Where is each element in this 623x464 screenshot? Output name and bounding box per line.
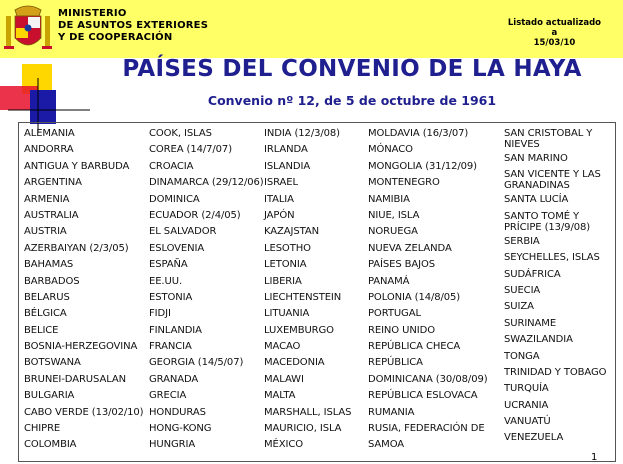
country-item: LIECHTENSTEIN — [264, 291, 342, 303]
country-item: SAN MARINO — [504, 153, 568, 164]
country-item: MALAWI — [264, 373, 304, 385]
country-item: ANDORRA — [24, 144, 74, 156]
country-item: BRUNEI-DARUSALAN — [24, 373, 127, 385]
country-item: DOMINICANA (30/08/09) — [368, 373, 488, 385]
country-item: BOTSWANA — [24, 357, 81, 369]
country-item: MAURICIO, ISLA — [264, 423, 342, 435]
country-item: INDIA (12/3/08) — [264, 128, 340, 139]
country-item: SURINAME — [504, 317, 557, 329]
country-item: COREA (14/7/07) — [149, 144, 232, 156]
country-item: ALEMANIA — [24, 128, 75, 139]
country-item: SWAZILANDIA — [504, 334, 573, 346]
country-item: EL SALVADOR — [149, 226, 217, 238]
country-item: HUNGRIA — [149, 439, 196, 451]
coat-of-arms-icon — [3, 2, 53, 56]
country-item: BAHAMAS — [24, 259, 74, 271]
country-item: MÉXICO — [264, 439, 303, 451]
country-item: AUSTRIA — [24, 226, 67, 238]
country-item: FIDJI — [149, 308, 171, 320]
country-item: SUIZA — [504, 301, 534, 313]
country-item: LESOTHO — [264, 242, 311, 254]
country-item: MÓNACO — [368, 144, 413, 156]
page-subtitle: Convenio nº 12, de 5 de octubre de 1961 — [207, 93, 497, 108]
country-item: MACAO — [264, 341, 301, 353]
country-column-1 — [24, 126, 143, 454]
country-item: NUEVA ZELANDA — [368, 242, 452, 254]
country-item: MACEDONIA — [264, 357, 325, 369]
country-item: FRANCIA — [149, 341, 192, 353]
header-bar — [0, 0, 623, 58]
country-item: BULGARIA — [24, 390, 75, 402]
country-item: DOMINICA — [149, 193, 200, 205]
country-item: VENEZUELA — [504, 432, 564, 444]
country-item: BELICE — [24, 324, 59, 336]
country-column-2 — [149, 126, 264, 454]
country-item: ARGENTINA — [24, 177, 82, 189]
country-item: SERBIA — [504, 235, 540, 247]
country-item: MONTENEGRO — [368, 177, 440, 189]
country-item: IRLANDA — [264, 144, 308, 156]
country-item: KAZAJSTAN — [264, 226, 319, 238]
country-item: SAN VICENTE Y LAS GRANADINAS — [504, 169, 601, 192]
country-item: AZERBAIYAN (2/3/05) — [24, 242, 129, 254]
country-item: NIUE, ISLA — [368, 209, 420, 221]
country-item: REPÚBLICA ESLOVACA — [368, 390, 478, 402]
page-title: PAÍSES DEL CONVENIO DE LA HAYA — [122, 56, 582, 82]
country-item: SEYCHELLES, ISLAS — [504, 252, 600, 264]
country-item: COOK, ISLAS — [149, 128, 212, 139]
country-item: MOLDAVIA (16/3/07) — [368, 128, 469, 139]
country-item: LIBERIA — [264, 275, 302, 287]
country-item: MONGOLIA (31/12/09) — [368, 160, 477, 172]
ministry-line-1: MINISTERIO — [58, 8, 127, 19]
country-item: ITALIA — [264, 193, 294, 205]
country-item: JAPÓN — [264, 209, 295, 221]
ministry-name — [58, 8, 208, 44]
country-item: CROACIA — [149, 160, 194, 172]
country-item: LETONIA — [264, 259, 307, 271]
country-item: BÉLGICA — [24, 308, 67, 320]
country-item: ISLANDIA — [264, 160, 311, 172]
ministry-line-2: DE ASUNTOS EXTERIORES — [58, 20, 209, 31]
update-notice — [508, 18, 601, 48]
country-item: ANTIGUA Y BARBUDA — [24, 160, 130, 172]
update-line-2: a — [551, 28, 558, 38]
country-item: BELARUS — [24, 291, 70, 303]
country-item: MALTA — [264, 390, 296, 402]
country-item: CHIPRE — [24, 423, 61, 435]
country-item: COLOMBIA — [24, 439, 77, 451]
country-item: DINAMARCA (29/12/06) — [149, 177, 264, 189]
country-item: ESTONIA — [149, 291, 193, 303]
update-date: 15/03/10 — [533, 38, 576, 48]
update-line-1: Listado actualizado — [507, 18, 601, 28]
country-item: NORUEGA — [368, 226, 418, 238]
country-item: GRANADA — [149, 373, 199, 385]
country-item: CABO VERDE (13/02/10) — [24, 406, 144, 418]
country-item: ECUADOR (2/4/05) — [149, 209, 241, 221]
country-item: GRECIA — [149, 390, 187, 402]
country-item: HONG-KONG — [149, 423, 212, 435]
country-item: SAN CRISTOBAL Y NIEVES — [504, 128, 593, 150]
country-item: SANTO TOMÉ Y PRÍCIPE (13/9/08) — [504, 210, 591, 233]
country-item: HONDURAS — [149, 406, 206, 418]
country-item: ESLOVENIA — [149, 242, 205, 254]
country-item: SUECIA — [504, 284, 541, 296]
ministry-line-3: Y DE COOPERACIÓN — [58, 32, 173, 43]
country-item: MARSHALL, ISLAS — [264, 406, 352, 418]
country-item: LUXEMBURGO — [264, 324, 334, 336]
country-item: ARMENIA — [24, 193, 70, 205]
country-item: ESPAÑA — [149, 259, 188, 271]
country-item: RUSIA, FEDERACIÓN DE — [368, 423, 485, 435]
country-item: PORTUGAL — [368, 308, 421, 320]
country-item: REPÚBLICA — [368, 357, 423, 369]
country-item: LITUANIA — [264, 308, 310, 320]
country-item: PAÍSES BAJOS — [368, 259, 436, 271]
country-item: RUMANIA — [368, 406, 415, 418]
country-item: SANTA LUCÍA — [504, 194, 569, 206]
country-item: FINLANDIA — [149, 324, 202, 336]
country-item: BOSNIA-HERZEGOVINA — [24, 341, 138, 353]
country-item: SAMOA — [368, 439, 405, 451]
country-column-5 — [504, 126, 616, 447]
country-item: VANUATÚ — [504, 416, 551, 428]
country-item: TRINIDAD Y TOBAGO — [504, 366, 607, 378]
country-item: NAMIBIA — [368, 193, 410, 205]
country-item: POLONIA (14/8/05) — [368, 291, 461, 303]
page-number: 1 — [591, 452, 598, 463]
country-item: AUSTRALIA — [24, 209, 79, 221]
country-item: TURQUÍA — [504, 383, 549, 395]
country-item: SUDÁFRICA — [504, 268, 561, 280]
country-column-3 — [264, 126, 351, 454]
country-item: UCRANIA — [504, 399, 549, 411]
country-item: REINO UNIDO — [368, 324, 435, 336]
country-item: TONGA — [504, 350, 540, 362]
country-item: REPÚBLICA CHECA — [368, 341, 461, 353]
country-item: GEORGIA (14/5/07) — [149, 357, 244, 369]
country-item: ISRAEL — [264, 177, 298, 189]
country-item: PANAMÁ — [368, 275, 410, 287]
country-item: BARBADOS — [24, 275, 80, 287]
country-item: EE.UU. — [149, 275, 183, 287]
country-column-4 — [368, 126, 488, 454]
